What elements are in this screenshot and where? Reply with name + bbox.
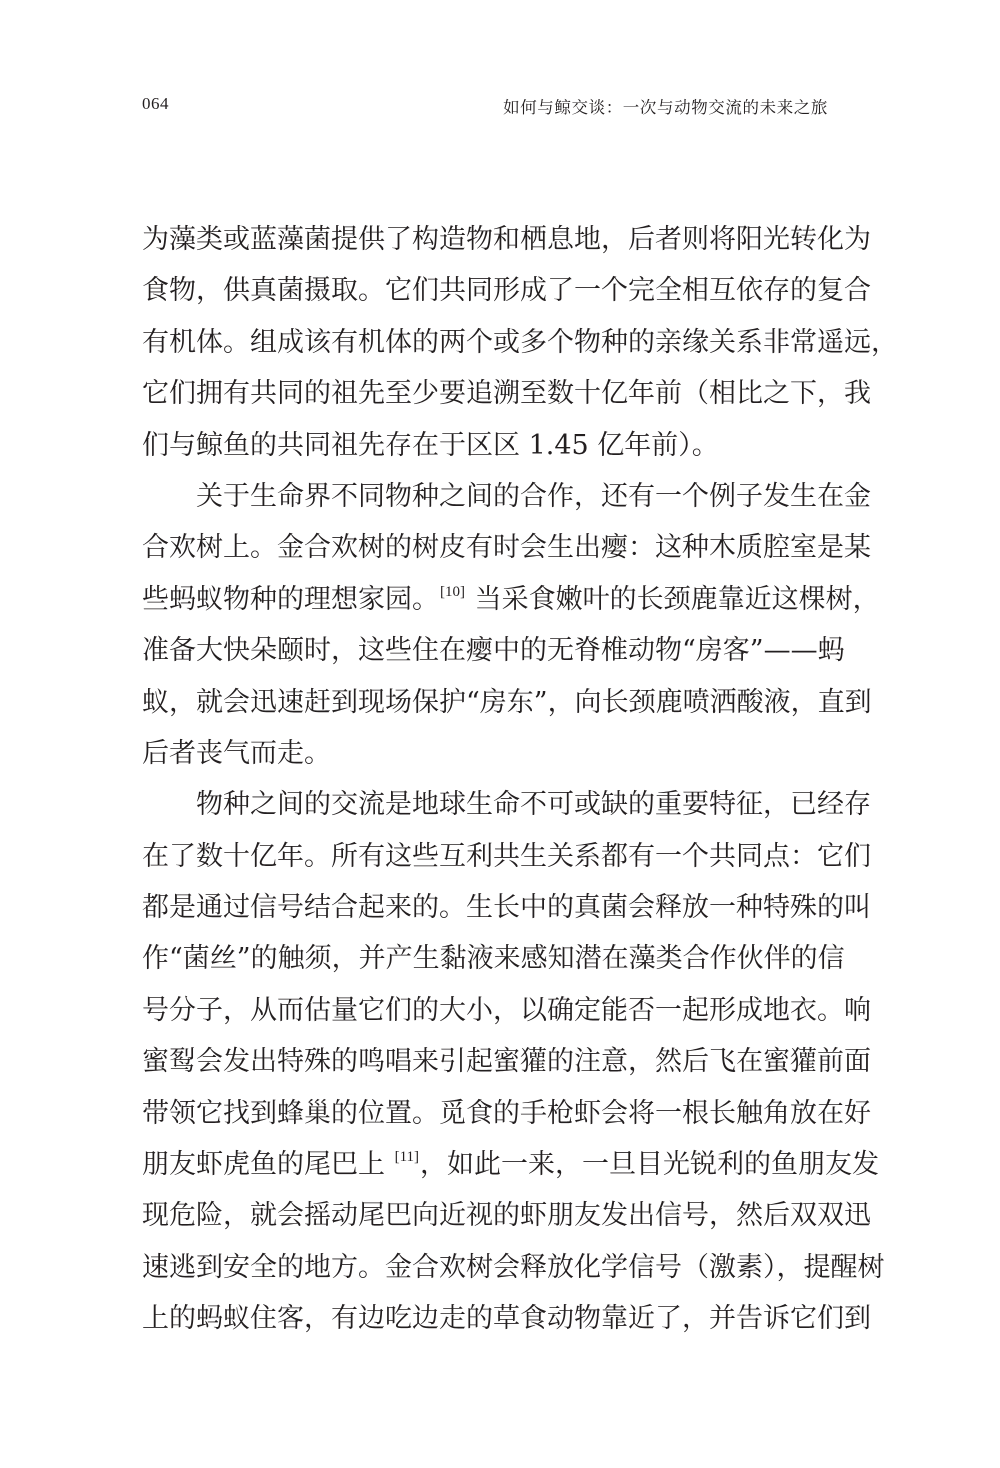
paragraph-1: [142, 214, 898, 471]
text-segment: 朋友虾虎鱼的尾巴上: [142, 1149, 385, 1181]
text-line: 现危险，就会摇动尾巴向近视的虾朋友发出信号，然后双双迅: [142, 1200, 871, 1232]
text-line: 上的蚂蚁住客，有边吃边走的草食动物靠近了，并告诉它们到: [142, 1303, 871, 1335]
body-text: [142, 214, 898, 1345]
text-line: 物种之间的交流是地球生命不可或缺的重要特征，已经存: [196, 789, 871, 821]
text-line: 合欢树上。金合欢树的树皮有时会生出瘿：这种木质腔室是某: [142, 532, 871, 564]
text-segment: 些蚂蚁物种的理想家园。: [142, 583, 439, 615]
paragraph-3: [142, 779, 885, 1344]
text-line: 作“菌丝”的触须，并产生黏液来感知潜在藻类合作伙伴的信: [142, 943, 845, 975]
footnote-reference[interactable]: [10]: [440, 583, 465, 600]
text-line: 在了数十亿年。所有这些互利共生关系都有一个共同点：它们: [142, 840, 871, 872]
text-line: 它们拥有共同的祖先至少要追溯至数十亿年前（相比之下，我: [142, 378, 871, 410]
text-line: 食物，供真菌摄取。它们共同形成了一个完全相互依存的复合: [142, 275, 871, 307]
page-number: 064: [142, 94, 169, 113]
footnote-reference[interactable]: [11]: [394, 1149, 420, 1166]
text-line-with-note: [142, 1139, 880, 1190]
running-header: [142, 94, 828, 118]
text-segment: ，如此一来，一旦目光锐利的鱼朋友发: [420, 1149, 880, 1181]
text-line: 准备大快朵颐时，这些住在瘿中的无脊椎动物“房客”——蚂: [142, 635, 845, 667]
book-title: 如何与鲸交谈：一次与动物交流的未来之旅: [503, 98, 828, 117]
text-line: 为藻类或蓝藻菌提供了构造物和栖息地，后者则将阳光转化为: [142, 224, 871, 255]
text-segment: 当采食嫩叶的长颈鹿靠近这棵树，: [474, 583, 880, 615]
text-line: 蚁，就会迅速赶到现场保护“房东”，向长颈鹿喷洒酸液，直到: [142, 686, 872, 718]
text-line: 后者丧气而走。: [142, 737, 331, 769]
text-line: 号分子，从而估量它们的大小，以确定能否一起形成地衣。响: [142, 994, 871, 1026]
text-line: 蜜䴕会发出特殊的鸣唱来引起蜜獾的注意，然后飞在蜜獾前面: [142, 1046, 871, 1078]
text-line: 带领它找到蜂巢的位置。觅食的手枪虾会将一根长触角放在好: [142, 1097, 871, 1129]
text-line: 都是通过信号结合起来的。生长中的真菌会释放一种特殊的叫: [142, 892, 871, 924]
text-line: 关于生命界不同物种之间的合作，还有一个例子发生在金: [196, 480, 871, 512]
text-line: 们与鲸鱼的共同祖先存在于区区 1.45 亿年前）。: [142, 429, 719, 461]
text-line: 有机体。组成该有机体的两个或多个物种的亲缘关系非常遥远，: [142, 326, 898, 358]
text-line: 速逃到安全的地方。金合欢树会释放化学信号（激素），提醒树: [142, 1251, 885, 1283]
text-line-with-note: [142, 574, 880, 625]
paragraph-2: [142, 471, 880, 779]
